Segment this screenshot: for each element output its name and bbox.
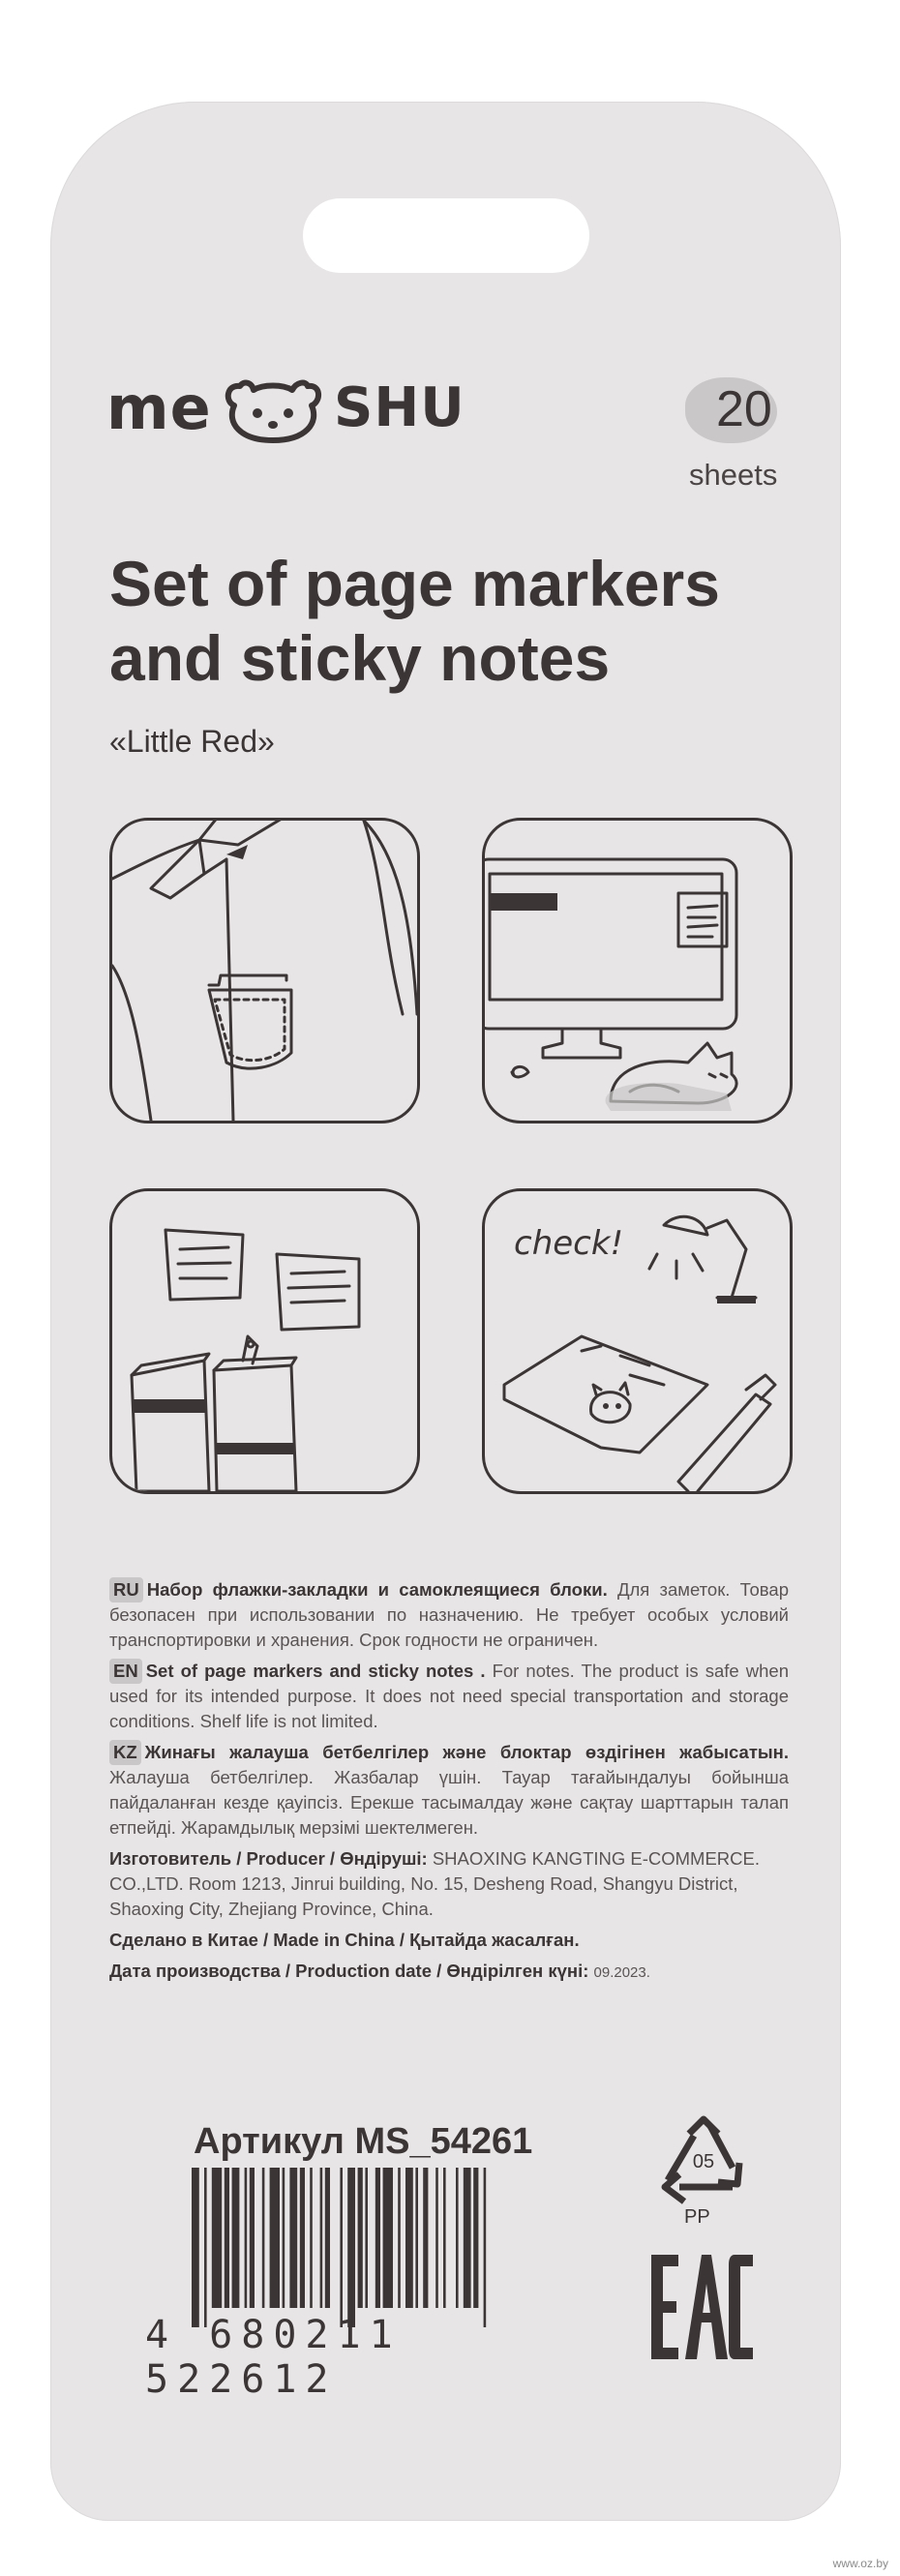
- info-manufacturer: [109, 1846, 789, 1922]
- recycle-code: 05: [692, 2151, 715, 2172]
- info-ru: [109, 1577, 789, 1653]
- check-text: check!: [514, 1224, 624, 1263]
- info-en-title: Set of page markers and sticky notes .: [145, 1661, 486, 1681]
- barcode-bar: [375, 2168, 380, 2308]
- barcode-bar: [435, 2168, 438, 2308]
- sheets-badge: [677, 373, 794, 498]
- info-ru-text: Для заметок. Товар безопасен при использовании по назначению. Не требует особых условий транспортировки и хранения. Срок годности не ограничен.: [109, 1579, 789, 1650]
- barcode-bar: [484, 2168, 487, 2327]
- lang-tag-kz: KZ: [109, 1740, 141, 1765]
- logo-text-left: me: [106, 373, 212, 443]
- barcode-bar: [320, 2168, 323, 2308]
- barcode-bar: [365, 2168, 368, 2308]
- brand-logo: [106, 373, 474, 460]
- recycle-material: PP: [684, 2206, 710, 2228]
- shirt-icon: [112, 821, 417, 1121]
- info-made-in: [109, 1928, 789, 1953]
- manufacturer-text: SHAOXING KANGTING E-COMMERCE. CO.,LTD. Room 1213, Jinrui building, No. 15, Desheng Road, Shangyu District, Shaoxing City, Zhejiang Province, China.: [109, 1848, 761, 1919]
- books-icon: [112, 1191, 417, 1491]
- barcode-bar: [310, 2168, 313, 2308]
- barcode-bar: [423, 2168, 428, 2308]
- info-ru-title: Набор флажки-закладки и самоклеящиеся блоки.: [146, 1579, 608, 1600]
- barcode-bar: [415, 2168, 418, 2308]
- barcode-bar: [340, 2168, 343, 2327]
- product-info: [109, 1577, 789, 1992]
- hang-hole: [303, 198, 589, 273]
- product-title: Set of page markers and sticky notes: [109, 548, 720, 694]
- barcode-bar: [325, 2168, 330, 2308]
- barcode-bar: [443, 2168, 446, 2308]
- barcode-bar: [347, 2168, 355, 2327]
- barcode-bar: [456, 2168, 459, 2308]
- barcode-bar: [204, 2168, 207, 2327]
- books-notes-illustration: [109, 1188, 420, 1494]
- logo-text-right: SHU: [334, 376, 465, 439]
- barcode-bar: [464, 2168, 471, 2308]
- sheets-count: 20: [716, 381, 772, 437]
- watermark: www.oz.by: [832, 2557, 888, 2570]
- barcode-icon: [192, 2168, 598, 2332]
- barcode-bar: [250, 2168, 255, 2308]
- eac-certification-icon: [651, 2255, 753, 2359]
- barcode-bar: [232, 2168, 240, 2308]
- barcode-bar: [245, 2168, 248, 2308]
- monitor-cat-illustration: [482, 818, 793, 1123]
- barcode-bar: [398, 2168, 401, 2308]
- manufacturer-label: Изготовитель / Producer / Өндіруші:: [109, 1848, 428, 1869]
- shirt-pocket-illustration: [109, 818, 420, 1123]
- barcode-bar: [289, 2168, 297, 2308]
- barcode-bar: [212, 2168, 222, 2308]
- barcode-bar: [383, 2168, 393, 2308]
- lamp-pen-icon: [485, 1191, 790, 1491]
- barcode-digits: 4 680211 522612: [145, 2313, 402, 2402]
- info-kz-text: Жалауша бетбелгілер. Жазбалар үшін. Тауар тағайындалуы бойынша пайдаланған кезде қауіпсіз. Ерекше тасымалдау және сақтау шарттарын талап етпейді. Жарамдылық мерзімі шектелмеген.: [109, 1767, 789, 1838]
- barcode-bar: [283, 2168, 285, 2308]
- barcode-bar: [405, 2168, 413, 2308]
- lang-tag-en: EN: [109, 1659, 142, 1684]
- made-in-text: Сделано в Китае / Made in China / Қытайда жасалған.: [109, 1930, 580, 1950]
- info-en-text: For notes. The product is safe when used for its intended purpose. It does not need special transportation and storage conditions. Shelf life is not limited.: [109, 1661, 789, 1731]
- lang-tag-ru: RU: [109, 1577, 143, 1603]
- production-date: 09.2023.: [593, 1964, 650, 1981]
- bear-face-icon: [223, 376, 324, 446]
- monitor-icon: [485, 821, 790, 1121]
- info-production-date: [109, 1959, 789, 1986]
- barcode-bar: [300, 2168, 305, 2308]
- info-kz-title: Жинағы жалауша бетбелгілер және блоктар өздігінен жабысатын.: [144, 1742, 789, 1762]
- article-number: Артикул MS_54261: [194, 2121, 533, 2162]
- barcode-bar: [225, 2168, 229, 2308]
- barcode-bar: [262, 2168, 265, 2308]
- product-subtitle: «Little Red»: [109, 724, 275, 759]
- barcode-bar: [270, 2168, 280, 2308]
- barcode-bar: [473, 2168, 478, 2308]
- barcode-bar: [192, 2168, 199, 2327]
- info-en: [109, 1659, 789, 1734]
- barcode-bar: [358, 2168, 363, 2308]
- sheets-label: sheets: [689, 458, 778, 492]
- info-kz: [109, 1740, 789, 1841]
- production-label: Дата производства / Production date / Өндірілген күні:: [109, 1961, 589, 1981]
- check-lamp-illustration: [482, 1188, 793, 1494]
